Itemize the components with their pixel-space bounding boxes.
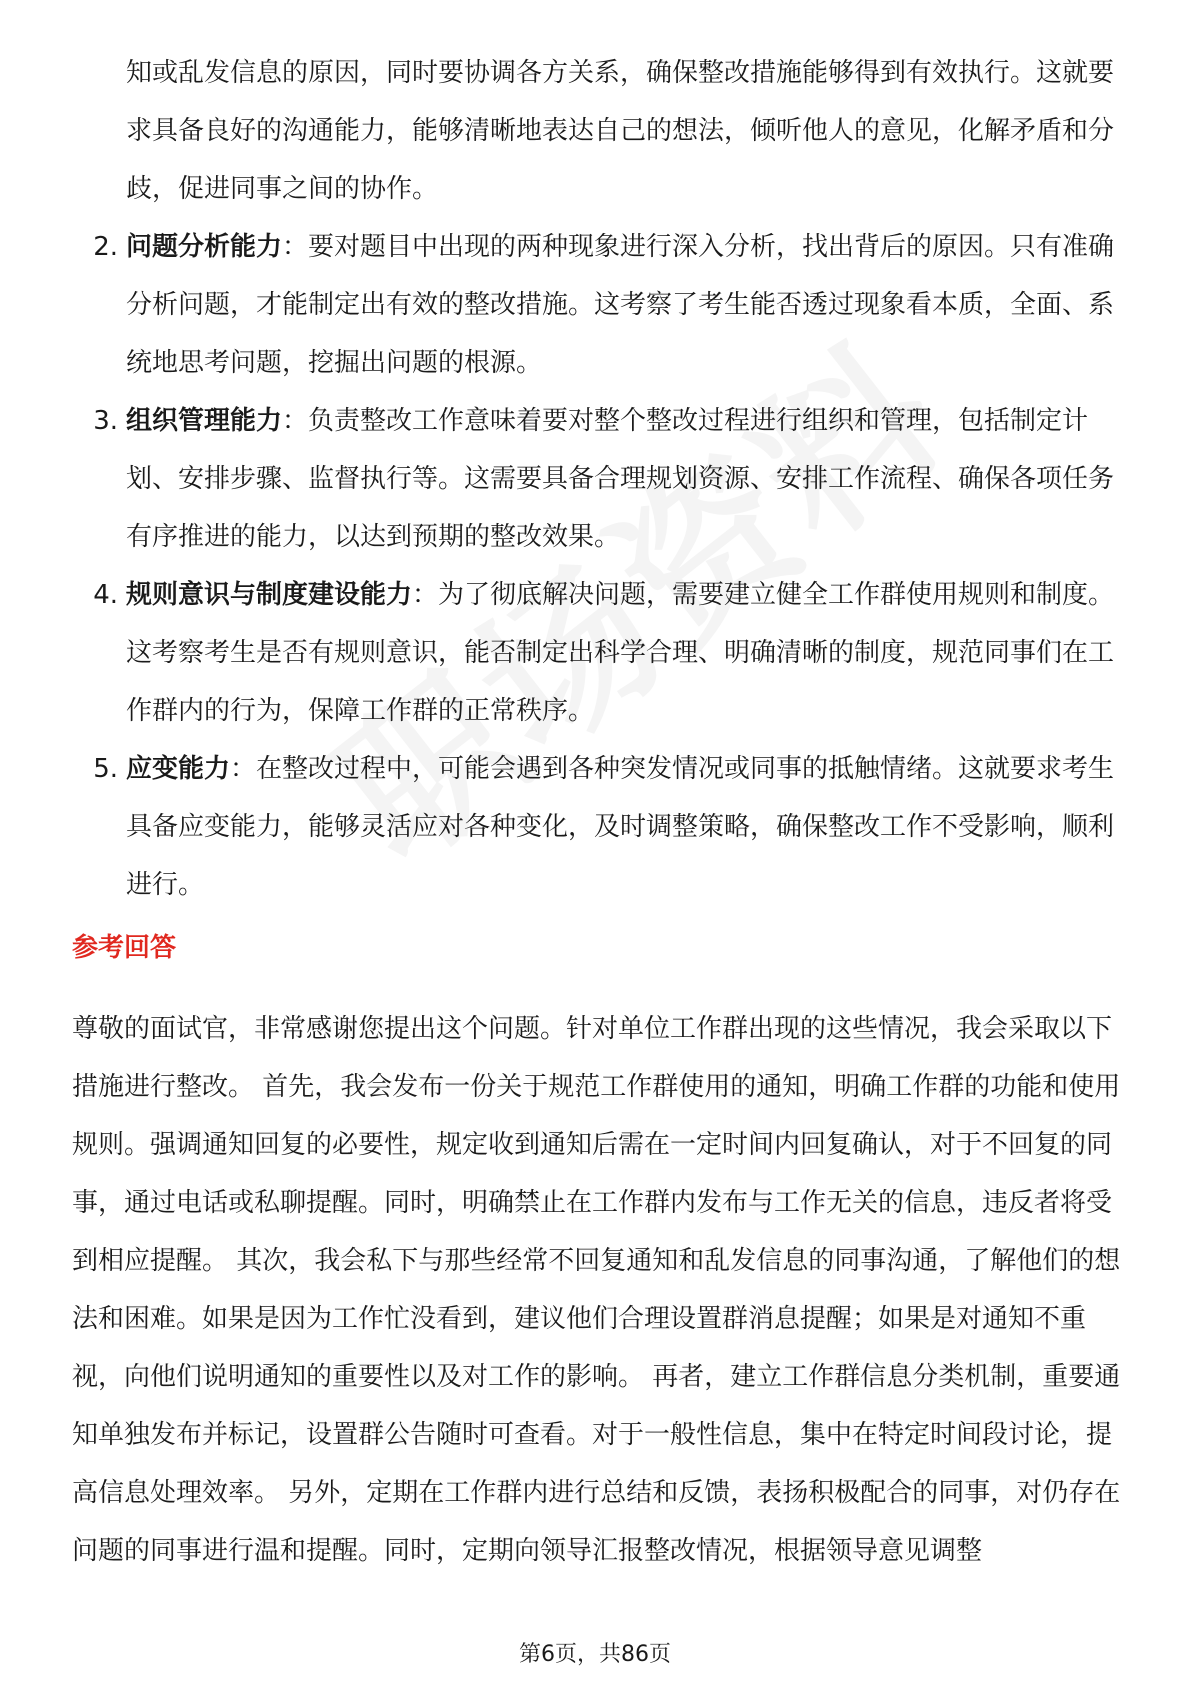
ability-term: 规则意识与制度建设能力 bbox=[126, 580, 413, 610]
ability-text: ：为了彻底解决问题，需要建立健全工作群使用规则和制度。这考察考生是否有规则意识，能否制定出科学合理、明确清晰的制度，规范同事们在工作群内的行为，保障工作群的正常秩序。 bbox=[126, 580, 1115, 726]
list-item bbox=[93, 392, 1126, 566]
list-number: 2. bbox=[93, 232, 118, 262]
ability-term: 问题分析能力 bbox=[126, 232, 283, 262]
ability-term: 应变能力 bbox=[126, 754, 231, 784]
list-number: 5. bbox=[93, 754, 118, 784]
list-number: 3. bbox=[93, 406, 118, 436]
list-number: 4. bbox=[93, 580, 118, 610]
list-item bbox=[93, 218, 1126, 392]
ability-text: ：要对题目中出现的两种现象进行深入分析，找出背后的原因。只有准确分析问题，才能制定出有效的整改措施。这考察了考生能否透过现象看本质，全面、系统地思考问题，挖掘出问题的根源。 bbox=[126, 232, 1115, 378]
ability-term: 组织管理能力 bbox=[126, 406, 283, 436]
reference-answer-paragraph: 尊敬的面试官，非常感谢您提出这个问题。针对单位工作群出现的这些情况，我会采取以下措施进行整改。 首先，我会发布一份关于规范工作群使用的通知，明确工作群的功能和使用规则。强调通知回复的必要性，规定收到通知后需在一定时间内回复确认，对于不回复的同事，通过电话或私聊提醒。同时，明确禁止在工作群内发布与工作无关的信息，违反者将受到相应提醒。 其次，我会私下与那些经常不回复通知和乱发信息的同事沟通，了解他们的想法和困难。如果是因为工作忙没看到，建议他们合理设置群消息提醒；如果是对通知不重视，向他们说明通知的重要性以及对工作的影响。 再者，建立工作群信息分类机制，重要通知单独发布并标记，设置群公告随时可查看。对于一般性信息，集中在特定时间段讨论，提高信息处理效率。 另外，定期在工作群内进行总结和反馈，表扬积极配合的同事，对仍存在问题的同事进行温和提醒。同时，定期向领导汇报整改情况，根据领导意见调整 bbox=[72, 1014, 1121, 1566]
continuation-paragraph: 知或乱发信息的原因，同时要协调各方关系，确保整改措施能够得到有效执行。这就要求具备良好的沟通能力，能够清晰地表达自己的想法，倾听他人的意见，化解矛盾和分歧，促进同事之间的协作。 bbox=[126, 58, 1115, 204]
list-item bbox=[93, 740, 1126, 914]
ability-text: ：在整改过程中，可能会遇到各种突发情况或同事的抵触情绪。这就要求考生具备应变能力，能够灵活应对各种变化，及时调整策略，确保整改工作不受影响，顺利进行。 bbox=[126, 754, 1115, 900]
list-item bbox=[93, 566, 1126, 740]
ability-text: ：负责整改工作意味着要对整个整改过程进行组织和管理，包括制定计划、安排步骤、监督执行等。这需要具备合理规划资源、安排工作流程、确保各项任务有序推进的能力，以达到预期的整改效果。 bbox=[126, 406, 1115, 552]
reference-answer-heading: 参考回答 bbox=[72, 933, 177, 963]
ability-list bbox=[93, 218, 1126, 914]
page-number-footer: 第6页，共86页 bbox=[519, 1642, 671, 1667]
